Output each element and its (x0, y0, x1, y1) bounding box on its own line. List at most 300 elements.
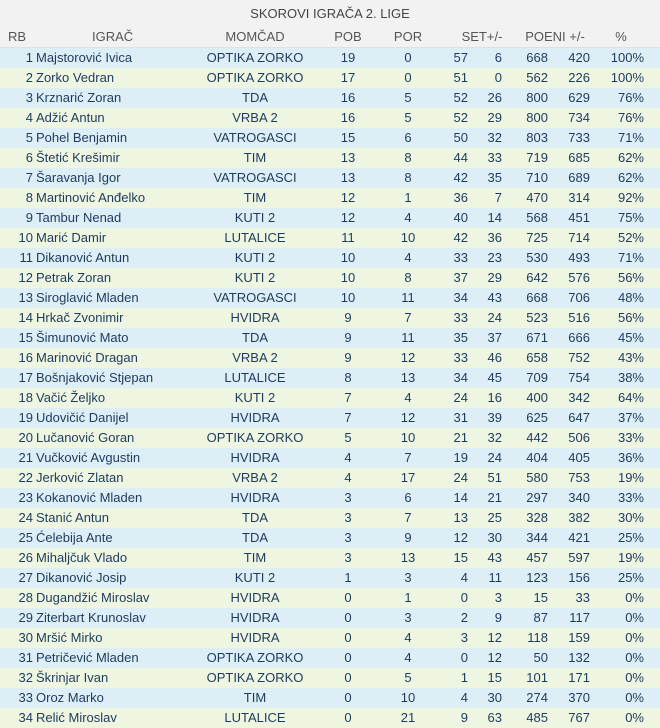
team-cell: OPTIKA ZORKO (206, 430, 304, 445)
player-name-cell: Oroz Marko (36, 690, 104, 705)
table-row (0, 308, 660, 328)
wins-cell: 0 (344, 610, 352, 625)
sets-won-cell: 9 (460, 710, 468, 725)
points-won-cell: 328 (526, 510, 548, 525)
sets-won-cell: 4 (460, 690, 468, 705)
points-lost-cell: 405 (568, 450, 590, 465)
points-lost-cell: 226 (568, 70, 590, 85)
losses-cell: 1 (404, 190, 412, 205)
player-name-cell: Udovičić Danijel (36, 410, 129, 425)
wins-cell: 10 (340, 250, 356, 265)
rank-cell: 29 (18, 610, 33, 625)
win-percent-cell: 56% (617, 310, 644, 325)
rank-cell: 2 (25, 70, 33, 85)
rank-cell: 16 (18, 350, 33, 365)
points-won-cell: 725 (526, 230, 548, 245)
sets-lost-cell: 29 (487, 110, 502, 125)
sets-lost-cell: 30 (487, 530, 502, 545)
rank-cell: 22 (18, 470, 33, 485)
player-name-cell: Marinović Dragan (36, 350, 138, 365)
points-lost-cell: 171 (568, 670, 590, 685)
table-row (0, 548, 660, 568)
table-row (0, 648, 660, 668)
win-percent-cell: 19% (617, 470, 644, 485)
table-row (0, 528, 660, 548)
sets-lost-cell: 12 (487, 650, 502, 665)
table-row (0, 488, 660, 508)
player-name-cell: Vačić Željko (36, 390, 106, 405)
sets-won-cell: 57 (453, 50, 468, 65)
win-percent-cell: 19% (617, 550, 644, 565)
win-percent-cell: 75% (617, 210, 644, 225)
sets-won-cell: 51 (453, 70, 468, 85)
sets-won-cell: 44 (453, 150, 468, 165)
sets-won-cell: 33 (453, 310, 468, 325)
points-won-cell: 709 (526, 370, 548, 385)
win-percent-cell: 33% (617, 490, 644, 505)
wins-cell: 0 (344, 630, 352, 645)
losses-cell: 3 (404, 610, 412, 625)
sets-won-cell: 37 (453, 270, 468, 285)
losses-cell: 12 (400, 350, 416, 365)
points-lost-cell: 33 (575, 590, 590, 605)
win-percent-cell: 100% (610, 50, 644, 65)
points-won-cell: 710 (526, 170, 548, 185)
sets-lost-cell: 39 (487, 410, 502, 425)
rank-cell: 14 (18, 310, 33, 325)
team-cell: TIM (243, 150, 267, 165)
player-name-cell: Dugandžić Miroslav (36, 590, 150, 605)
losses-cell: 10 (400, 230, 416, 245)
header-por: POR (393, 29, 423, 44)
losses-cell: 7 (404, 450, 412, 465)
team-cell: LUTALICE (224, 370, 286, 385)
sets-won-cell: 35 (453, 330, 468, 345)
table-row (0, 348, 660, 368)
sets-won-cell: 31 (453, 410, 468, 425)
points-won-cell: 568 (526, 210, 548, 225)
team-cell: OPTIKA ZORKO (206, 670, 304, 685)
player-name-cell: Martinović Anđelko (36, 190, 146, 205)
win-percent-cell: 0% (625, 670, 644, 685)
win-percent-cell: 76% (617, 90, 644, 105)
losses-cell: 7 (404, 510, 412, 525)
player-name-cell: Majstorović Ivica (36, 50, 133, 65)
table-row (0, 128, 660, 148)
header-team: MOMČAD (225, 29, 285, 44)
sets-lost-cell: 63 (487, 710, 502, 725)
player-name-cell: Škrinjar Ivan (36, 670, 109, 685)
sets-lost-cell: 21 (487, 490, 502, 505)
sets-lost-cell: 46 (487, 350, 502, 365)
points-won-cell: 625 (526, 410, 548, 425)
player-name-cell: Ćelebija Ante (36, 530, 113, 545)
table-title: SKOROVI IGRAČA 2. LIGE (0, 0, 660, 27)
rank-cell: 3 (25, 90, 33, 105)
points-lost-cell: 753 (568, 470, 590, 485)
wins-cell: 0 (344, 670, 352, 685)
sets-lost-cell: 36 (487, 230, 502, 245)
points-won-cell: 297 (526, 490, 548, 505)
points-won-cell: 400 (526, 390, 548, 405)
points-lost-cell: 666 (568, 330, 590, 345)
points-lost-cell: 706 (568, 290, 590, 305)
points-lost-cell: 629 (568, 90, 590, 105)
team-cell: VRBA 2 (232, 110, 278, 125)
points-won-cell: 457 (526, 550, 548, 565)
table-row (0, 608, 660, 628)
team-cell: OPTIKA ZORKO (206, 650, 304, 665)
sets-won-cell: 33 (453, 350, 468, 365)
player-name-cell: Krznarić Zoran (36, 90, 122, 105)
points-lost-cell: 340 (568, 490, 590, 505)
points-won-cell: 274 (526, 690, 548, 705)
player-name-cell: Stanić Antun (36, 510, 109, 525)
rank-cell: 18 (18, 390, 33, 405)
team-cell: HVIDRA (230, 310, 280, 325)
losses-cell: 5 (404, 90, 412, 105)
player-name-cell: Bošnjaković Stjepan (36, 370, 154, 385)
sets-lost-cell: 24 (487, 450, 502, 465)
win-percent-cell: 37% (617, 410, 644, 425)
wins-cell: 9 (344, 330, 352, 345)
table-row (0, 668, 660, 688)
win-percent-cell: 71% (617, 130, 644, 145)
sets-lost-cell: 35 (487, 170, 502, 185)
points-won-cell: 118 (527, 630, 548, 645)
points-won-cell: 101 (526, 670, 548, 685)
sets-lost-cell: 0 (494, 70, 502, 85)
player-name-cell: Mršić Mirko (36, 630, 103, 645)
rank-cell: 21 (18, 450, 33, 465)
sets-lost-cell: 33 (487, 150, 502, 165)
sets-lost-cell: 3 (494, 590, 502, 605)
win-percent-cell: 0% (625, 630, 644, 645)
sets-won-cell: 52 (453, 90, 468, 105)
team-cell: TDA (242, 90, 268, 105)
losses-cell: 6 (404, 130, 412, 145)
points-lost-cell: 159 (568, 630, 590, 645)
team-cell: HVIDRA (230, 590, 280, 605)
points-won-cell: 668 (526, 50, 548, 65)
table-row (0, 108, 660, 128)
rank-cell: 20 (18, 430, 33, 445)
losses-cell: 4 (404, 650, 412, 665)
rank-cell: 28 (18, 590, 33, 605)
table-row (0, 448, 660, 468)
wins-cell: 15 (340, 130, 356, 145)
rank-cell: 8 (25, 190, 33, 205)
losses-cell: 13 (400, 550, 416, 565)
win-percent-cell: 62% (617, 150, 644, 165)
sets-won-cell: 14 (453, 490, 468, 505)
points-won-cell: 442 (526, 430, 548, 445)
rank-cell: 9 (25, 210, 33, 225)
wins-cell: 16 (340, 90, 356, 105)
sets-lost-cell: 37 (487, 330, 502, 345)
sets-lost-cell: 7 (494, 190, 502, 205)
win-percent-cell: 64% (617, 390, 644, 405)
sets-won-cell: 21 (453, 430, 468, 445)
sets-lost-cell: 9 (494, 610, 502, 625)
win-percent-cell: 92% (617, 190, 644, 205)
losses-cell: 5 (404, 670, 412, 685)
points-lost-cell: 156 (568, 570, 590, 585)
sets-won-cell: 33 (453, 250, 468, 265)
points-won-cell: 671 (526, 330, 548, 345)
wins-cell: 3 (344, 550, 352, 565)
points-won-cell: 800 (526, 90, 548, 105)
team-cell: KUTI 2 (234, 250, 276, 265)
points-won-cell: 562 (526, 70, 548, 85)
win-percent-cell: 62% (617, 170, 644, 185)
header-poeni: POENI +/- (525, 29, 585, 44)
team-cell: VATROGASCI (213, 290, 297, 305)
team-cell: TDA (242, 510, 268, 525)
sets-lost-cell: 43 (487, 550, 502, 565)
player-name-cell: Dikanović Josip (36, 570, 127, 585)
losses-cell: 6 (404, 490, 412, 505)
player-name-cell: Štetić Krešimir (36, 150, 120, 165)
sets-lost-cell: 16 (487, 390, 502, 405)
wins-cell: 11 (341, 230, 355, 245)
table-row (0, 148, 660, 168)
rank-cell: 6 (25, 150, 33, 165)
player-name-cell: Jerković Zlatan (36, 470, 124, 485)
header-rb: RB (8, 29, 27, 44)
rank-cell: 19 (18, 410, 33, 425)
rank-cell: 10 (18, 230, 33, 245)
points-won-cell: 344 (526, 530, 548, 545)
points-lost-cell: 506 (568, 430, 590, 445)
win-percent-cell: 48% (617, 290, 644, 305)
losses-cell: 1 (404, 590, 412, 605)
table-row (0, 428, 660, 448)
points-won-cell: 642 (526, 270, 548, 285)
rank-cell: 1 (25, 50, 33, 65)
win-percent-cell: 43% (617, 350, 644, 365)
points-lost-cell: 342 (568, 390, 590, 405)
losses-cell: 4 (404, 630, 412, 645)
team-cell: OPTIKA ZORKO (206, 50, 304, 65)
wins-cell: 4 (344, 470, 352, 485)
points-won-cell: 523 (526, 310, 548, 325)
player-name-cell: Petričević Mladen (36, 650, 139, 665)
wins-cell: 12 (340, 190, 356, 205)
table-row (0, 368, 660, 388)
wins-cell: 13 (340, 170, 356, 185)
team-cell: LUTALICE (224, 230, 286, 245)
rank-cell: 34 (18, 710, 33, 725)
rank-cell: 5 (25, 130, 33, 145)
player-name-cell: Petrak Zoran (36, 270, 112, 285)
sets-won-cell: 0 (460, 590, 468, 605)
table-row (0, 228, 660, 248)
points-won-cell: 800 (526, 110, 548, 125)
points-lost-cell: 685 (568, 150, 590, 165)
wins-cell: 19 (340, 50, 356, 65)
sets-won-cell: 2 (460, 610, 468, 625)
sets-won-cell: 15 (453, 550, 468, 565)
table-row (0, 388, 660, 408)
sets-won-cell: 24 (453, 470, 468, 485)
sets-lost-cell: 45 (487, 370, 502, 385)
sets-lost-cell: 32 (487, 130, 502, 145)
losses-cell: 3 (404, 570, 412, 585)
team-cell: KUTI 2 (234, 210, 276, 225)
table-row (0, 188, 660, 208)
rank-cell: 12 (18, 270, 33, 285)
rank-cell: 17 (18, 370, 33, 385)
losses-cell: 4 (404, 250, 412, 265)
rank-cell: 23 (18, 490, 33, 505)
team-cell: TIM (243, 190, 267, 205)
sets-lost-cell: 25 (487, 510, 502, 525)
sets-won-cell: 24 (453, 390, 468, 405)
sets-won-cell: 34 (453, 370, 468, 385)
rank-cell: 26 (18, 550, 33, 565)
points-lost-cell: 132 (568, 650, 590, 665)
wins-cell: 7 (344, 390, 352, 405)
wins-cell: 16 (340, 110, 356, 125)
sets-lost-cell: 51 (487, 470, 502, 485)
win-percent-cell: 52% (617, 230, 644, 245)
player-name-cell: Adžić Antun (36, 110, 105, 125)
points-lost-cell: 767 (568, 710, 590, 725)
points-won-cell: 668 (526, 290, 548, 305)
win-percent-cell: 76% (617, 110, 644, 125)
win-percent-cell: 0% (625, 610, 644, 625)
player-name-cell: Mihaljčuk Vlado (36, 550, 128, 565)
player-name-cell: Tambur Nenad (36, 210, 122, 225)
points-won-cell: 580 (526, 470, 548, 485)
rank-cell: 27 (18, 570, 33, 585)
team-cell: TDA (242, 330, 268, 345)
losses-cell: 11 (401, 290, 415, 305)
points-lost-cell: 754 (568, 370, 590, 385)
wins-cell: 4 (344, 450, 352, 465)
sets-won-cell: 0 (460, 650, 468, 665)
sets-won-cell: 50 (453, 130, 468, 145)
wins-cell: 5 (344, 430, 352, 445)
player-name-cell: Siroglavić Mladen (36, 290, 139, 305)
wins-cell: 3 (344, 510, 352, 525)
team-cell: VRBA 2 (232, 350, 278, 365)
wins-cell: 8 (344, 370, 352, 385)
player-name-cell: Ziterbart Krunoslav (36, 610, 146, 625)
win-percent-cell: 0% (625, 710, 644, 725)
points-lost-cell: 597 (568, 550, 590, 565)
player-name-cell: Dikanović Antun (36, 250, 130, 265)
points-lost-cell: 117 (569, 610, 590, 625)
sets-lost-cell: 32 (487, 430, 502, 445)
win-percent-cell: 0% (625, 690, 644, 705)
win-percent-cell: 0% (625, 590, 644, 605)
table-row (0, 88, 660, 108)
sets-lost-cell: 11 (488, 570, 502, 585)
team-cell: TIM (243, 550, 267, 565)
table-row (0, 168, 660, 188)
rank-cell: 33 (18, 690, 33, 705)
losses-cell: 10 (400, 690, 416, 705)
win-percent-cell: 56% (617, 270, 644, 285)
sets-won-cell: 12 (453, 530, 468, 545)
player-name-cell: Relić Miroslav (36, 710, 117, 725)
losses-cell: 4 (404, 390, 412, 405)
table-row (0, 468, 660, 488)
sets-won-cell: 13 (453, 510, 468, 525)
losses-cell: 12 (400, 410, 416, 425)
wins-cell: 0 (344, 710, 352, 725)
losses-cell: 8 (404, 270, 412, 285)
win-percent-cell: 100% (610, 70, 644, 85)
player-name-cell: Zorko Vedran (36, 70, 115, 85)
sets-lost-cell: 12 (487, 630, 502, 645)
team-cell: HVIDRA (230, 450, 280, 465)
losses-cell: 4 (404, 210, 412, 225)
header-row (0, 27, 660, 48)
sets-lost-cell: 43 (487, 290, 502, 305)
player-name-cell: Marić Damir (36, 230, 107, 245)
wins-cell: 3 (344, 490, 352, 505)
rank-cell: 31 (18, 650, 33, 665)
points-lost-cell: 734 (568, 110, 590, 125)
sets-won-cell: 42 (453, 170, 468, 185)
losses-cell: 17 (400, 470, 416, 485)
table-row (0, 328, 660, 348)
losses-cell: 13 (400, 370, 416, 385)
player-name-cell: Kokanović Mladen (36, 490, 143, 505)
team-cell: KUTI 2 (234, 270, 276, 285)
wins-cell: 13 (340, 150, 356, 165)
losses-cell: 0 (404, 70, 412, 85)
wins-cell: 3 (344, 530, 352, 545)
table-row (0, 628, 660, 648)
table-row (0, 688, 660, 708)
points-won-cell: 50 (533, 650, 548, 665)
points-lost-cell: 714 (568, 230, 590, 245)
points-lost-cell: 689 (568, 170, 590, 185)
points-lost-cell: 314 (568, 190, 590, 205)
points-lost-cell: 647 (568, 410, 590, 425)
rank-cell: 11 (19, 250, 33, 265)
win-percent-cell: 30% (617, 510, 644, 525)
sets-lost-cell: 6 (494, 50, 502, 65)
team-cell: OPTIKA ZORKO (206, 70, 304, 85)
sets-lost-cell: 15 (487, 670, 502, 685)
rank-cell: 15 (18, 330, 33, 345)
points-lost-cell: 382 (568, 510, 590, 525)
table-row (0, 288, 660, 308)
wins-cell: 9 (344, 310, 352, 325)
sets-won-cell: 42 (453, 230, 468, 245)
table-row (0, 568, 660, 588)
table-body (0, 48, 660, 728)
win-percent-cell: 33% (617, 430, 644, 445)
losses-cell: 8 (404, 170, 412, 185)
losses-cell: 0 (404, 50, 412, 65)
wins-cell: 0 (344, 650, 352, 665)
team-cell: KUTI 2 (234, 390, 276, 405)
sets-lost-cell: 30 (487, 690, 502, 705)
points-won-cell: 15 (533, 590, 548, 605)
win-percent-cell: 25% (617, 530, 644, 545)
rank-cell: 25 (18, 530, 33, 545)
rank-cell: 24 (18, 510, 33, 525)
win-percent-cell: 71% (617, 250, 644, 265)
team-cell: HVIDRA (230, 410, 280, 425)
team-cell: KUTI 2 (234, 570, 276, 585)
